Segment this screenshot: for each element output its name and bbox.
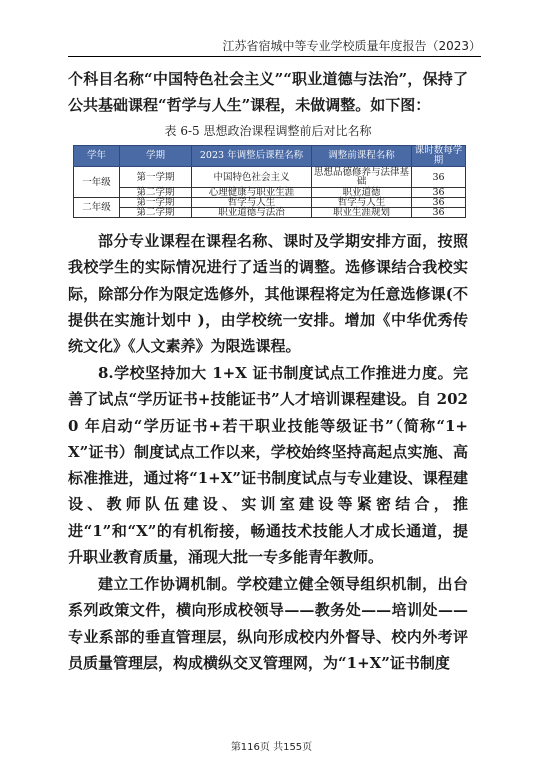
course-adjustment-table xyxy=(73,145,466,218)
cell-term: 第二学期 xyxy=(120,188,192,198)
table-row xyxy=(74,188,466,198)
paragraph-coordination xyxy=(68,571,468,676)
header-year: 学年 xyxy=(74,146,120,167)
cell-hours: 36 xyxy=(412,167,466,188)
cell-year: 二年级 xyxy=(74,198,120,218)
cell-new-name: 哲学与人生 xyxy=(192,198,312,208)
header-new-name: 2023 年调整后课程名称 xyxy=(192,146,312,167)
cell-hours: 36 xyxy=(412,198,466,208)
paragraph-2-text: 部分专业课程在课程名称、课时及学期安排方面，按照我校学生的实际情况进行了适当的调整。选修课结合我校实际，除部分作为限定选修外，其他课程将定为任意选修课(不提供在实施计划中 )，由学校统一安排。增加《中华优秀传统文化》《人文素养》为限选课程。 xyxy=(68,232,468,356)
header-hours: 课时数每学期 xyxy=(412,146,466,167)
table-header-row xyxy=(74,146,466,167)
page-header xyxy=(68,38,481,57)
intro-text: 个科目名称“中国特色社会主义”“职业道德与法治”，保持了公共基础课程“哲学与人生”课程，未做调整。如下图： xyxy=(68,70,468,115)
table-row xyxy=(74,167,466,188)
header-title: 江苏省宿城中等专业学校质量年度报告（2023） xyxy=(222,39,481,53)
table-row xyxy=(74,208,466,218)
paragraph-course-adjustment xyxy=(68,228,468,359)
page-footer xyxy=(0,738,543,753)
cell-old-name: 职业生涯规划 xyxy=(312,208,412,218)
paragraph-1x-certificate xyxy=(68,360,468,570)
cell-new-name: 心理健康与职业生涯 xyxy=(192,188,312,198)
cell-term: 第二学期 xyxy=(120,208,192,218)
cell-hours: 36 xyxy=(412,188,466,198)
cell-year: 一年级 xyxy=(74,167,120,198)
cell-old-name: 职业道德 xyxy=(312,188,412,198)
paragraph-3-text: 8.学校坚持加大 1+X 证书制度试点工作推进力度。完善了试点“学历证书+技能证书”人才培训课程建设。自 2020 年启动“学历证书+若干职业技能等级证书”（简称“1+X”证书）制度试点工作以来，学校始终坚持高起点实施、高标准推进，通过将“1+X”证书制度试点与专业建设、课程建设、教师队伍建设、实训室建设等紧密结合，推进“1”和“X”的有机衔接，畅通技术技能人才成长通道，提升职业教育质量，涌现大批一专多能青年教师。 xyxy=(68,364,468,567)
paragraph-4-text: 建立工作协调机制。学校建立健全领导组织机制，出台系列政策文件，横向形成校领导——教务处——培训处——专业系部的垂直管理层，纵向形成校内外督导、校内外考评员质量管理层，构成横纵交叉管理网，为“1+X”证书制度 xyxy=(68,575,468,672)
cell-hours: 36 xyxy=(412,208,466,218)
cell-old-name: 哲学与人生 xyxy=(312,198,412,208)
intro-paragraph xyxy=(68,66,468,119)
cell-new-name: 职业道德与法治 xyxy=(192,208,312,218)
cell-new-name: 中国特色社会主义 xyxy=(192,167,312,188)
page-number: 第116页 共155页 xyxy=(230,742,313,753)
header-term: 学期 xyxy=(120,146,192,167)
cell-term: 第一学期 xyxy=(120,167,192,188)
header-old-name: 调整前课程名称 xyxy=(312,146,412,167)
table-row xyxy=(74,198,466,208)
cell-old-name: 思想品德修养与法律基础 xyxy=(312,167,412,188)
table-caption: 表 6-5 思想政治课程调整前后对比名称 xyxy=(164,124,372,138)
cell-term: 第一学期 xyxy=(120,198,192,208)
